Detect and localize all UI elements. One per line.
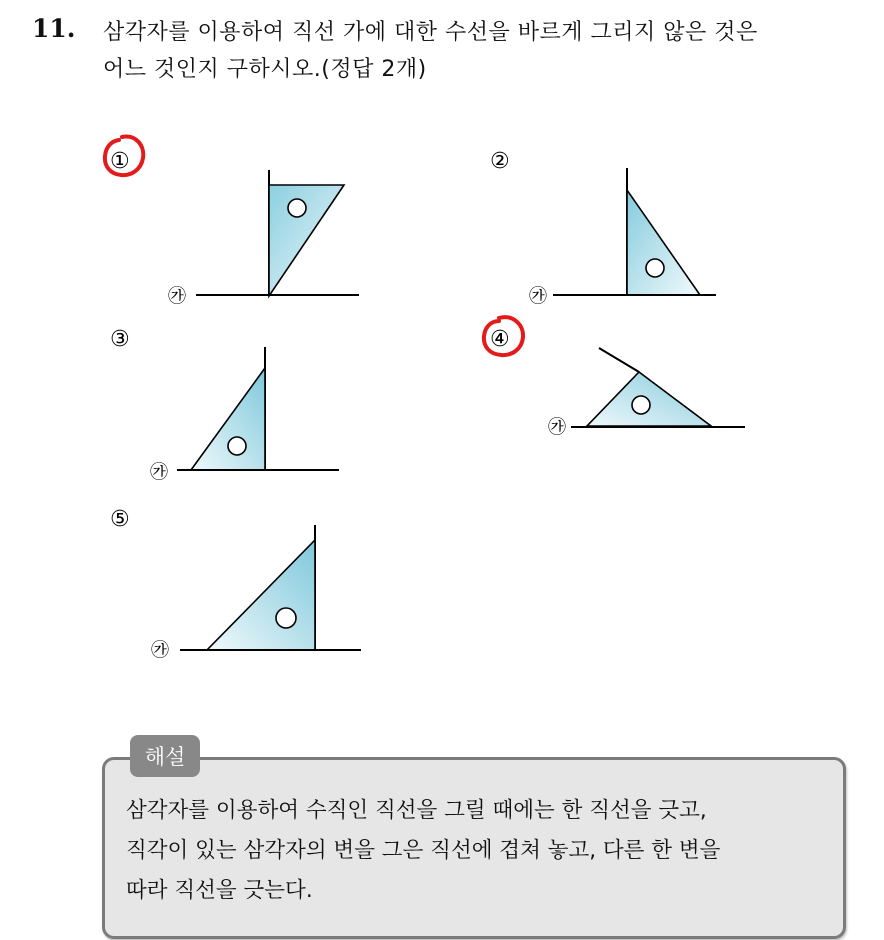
figure-1 [105,137,359,307]
explanation-section [102,735,846,940]
question-number: 11. [32,14,76,43]
explanation-tag: 해설 [130,735,200,777]
figure-3 [110,327,339,483]
figure-label-2: ② [490,149,510,174]
explanation-line-2: 직각이 있는 삼각자의 변을 그은 직선에 겹쳐 놓고, 다른 한 변을 [126,838,721,863]
set-square-1 [269,185,344,296]
line-label-3: ㉮ [150,462,168,483]
explanation-line-1: 삼각자를 이용하여 수직인 직선을 그릴 때에는 한 직선을 긋고, [126,798,707,823]
figure-5 [110,507,361,661]
question-text-line-1: 삼각자를 이용하여 직선 가에 대한 수선을 바르게 그리지 않은 것은 [103,20,758,45]
figure-2 [490,149,716,307]
set-square-5 [207,540,315,650]
figure-label-4: ④ [490,327,510,352]
set-square-2 [627,190,700,295]
figure-4 [484,317,745,438]
figure-label-1: ① [110,149,130,174]
slanted-line-4 [599,348,639,372]
set-square-hole-2 [646,259,664,277]
set-square-hole-4 [632,396,650,414]
line-label-2: ㉮ [529,286,547,307]
explanation-line-3: 따라 직선을 긋는다. [126,878,313,903]
line-label-4: ㉮ [548,417,566,438]
set-square-3 [191,368,265,470]
figure-label-5: ⑤ [110,507,130,532]
set-square-hole-5 [276,608,296,628]
question-text-line-2: 어느 것인지 구하시오.(정답 2개) [103,57,427,82]
set-square-hole-1 [288,199,306,217]
explanation-text [126,791,836,911]
line-label-1: ㉮ [168,286,186,307]
figure-label-3: ③ [110,327,130,352]
line-label-5: ㉮ [151,640,169,661]
set-square-4 [587,372,711,426]
set-square-hole-3 [228,437,246,455]
